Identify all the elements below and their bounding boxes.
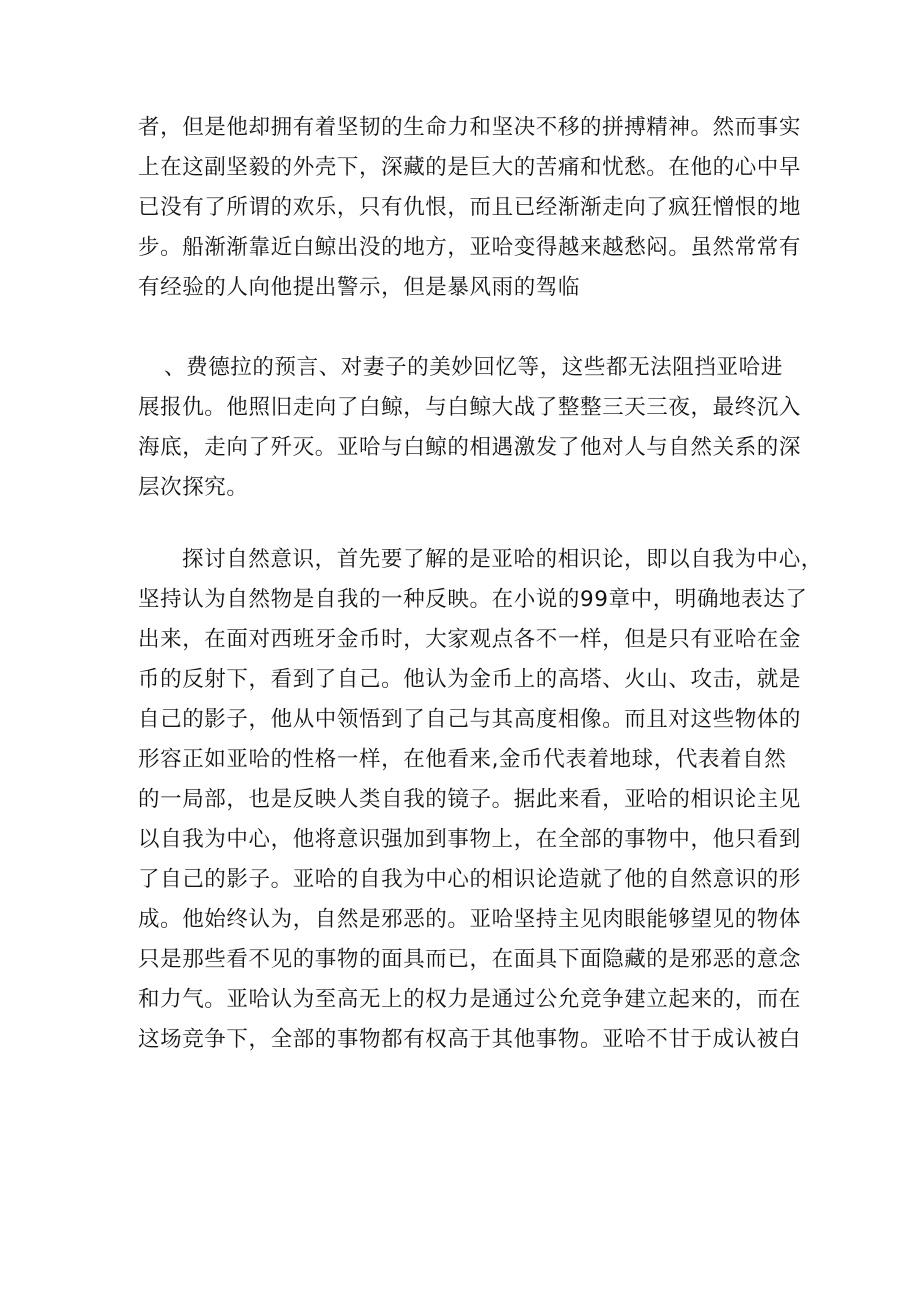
text-line: 以自我为中心，他将意识强加到事物上，在全部的事物中，他只看到 [138,827,802,852]
text-line: 展报仇。他照旧走向了白鲸，与白鲸大战了整整三天三夜，最终沉入 [138,395,802,420]
text-line: 者，但是他却拥有着坚韧的生命力和坚决不移的拼搏精神。然而事实 [138,115,802,140]
text-line: 形容正如亚哈的性格一样，在他看来,金币代表着地球，代表着自然 [138,747,787,772]
text-line: 这场竞争下，全部的事物都有权高于其他事物。亚哈不甘于成认被白 [138,1027,802,1052]
paragraph-2 [138,348,802,508]
text-line: 币的反射下，看到了自己。他认为金币上的高塔、火山、攻击，就是 [138,667,802,692]
text-line: 坚持认为自然物是自我的一种反映。在小说的99章中，明确地表达了 [138,587,808,612]
text-line: 上在这副坚毅的外壳下，深藏的是巨大的苦痛和忧愁。在他的心中早 [138,155,802,180]
text-line: 、费德拉的预言、对妻子的美妙回忆等，这些都无法阻挡亚哈进 [164,355,783,380]
text-line: 出来，在面对西班牙金币时，大家观点各不一样，但是只有亚哈在金 [138,627,802,652]
paragraph-3 [138,540,823,1060]
text-line: 探讨自然意识，首先要了解的是亚哈的相识论，即以自我为中心， [182,547,823,572]
text-line: 只是那些看不见的事物的面具而已，在面具下面隐藏的是邪恶的意念 [138,947,802,972]
text-line: 成。他始终认为，自然是邪恶的。亚哈坚持主见肉眼能够望见的物体 [138,907,802,932]
text-line: 和力气。亚哈认为至高无上的权力是通过公允竞争建立起来的，而在 [138,987,802,1012]
text-line: 层次探究。 [138,475,249,500]
text-line: 有经验的人向他提出警示，但是暴风雨的驾临 [138,275,581,300]
paragraph-1 [138,108,802,308]
text-line: 了自己的影子。亚哈的自我为中心的相识论造就了他的自然意识的形 [138,867,802,892]
text-line: 步。船渐渐靠近白鲸出没的地方，亚哈变得越来越愁闷。虽然常常有 [138,235,802,260]
text-line: 已没有了所谓的欢乐，只有仇恨，而且已经渐渐走向了疯狂憎恨的地 [138,195,802,220]
text-line: 的一局部，也是反映人类自我的镜子。据此来看，亚哈的相识论主见 [138,787,802,812]
text-line: 海底，走向了歼灭。亚哈与白鲸的相遇激发了他对人与自然关系的深 [138,435,802,460]
text-line: 自己的影子，他从中领悟到了自己与其高度相像。而且对这些物体的 [138,707,802,732]
